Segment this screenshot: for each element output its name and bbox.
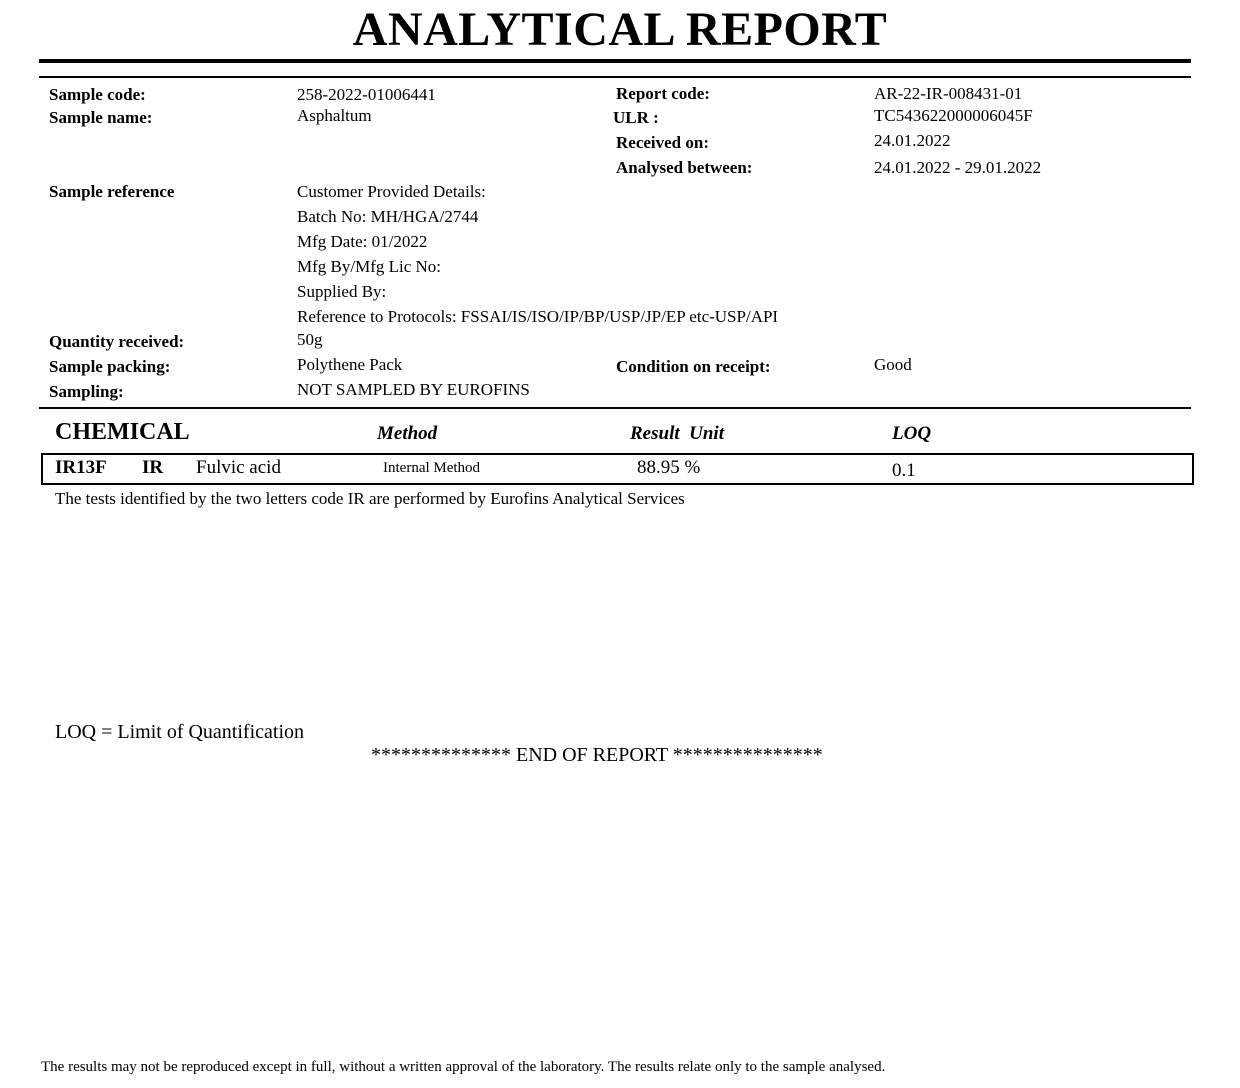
report-code-label: Report code:: [616, 84, 710, 103]
subcontract-note: The tests identified by the two letters code IR are performed by Eurofins Analytical Services: [55, 489, 685, 508]
lab-code: IR: [142, 457, 164, 478]
sample-code-label: Sample code:: [49, 85, 146, 104]
reference-line: Reference to Protocols: FSSAI/IS/ISO/IP/BP/USP/JP/EP etc-USP/API: [297, 307, 779, 326]
sample-code-value: 258-2022-01006441: [297, 85, 436, 104]
ulr-label: ULR :: [613, 108, 659, 127]
reference-line: Supplied By:: [297, 282, 387, 301]
header-divider: [39, 76, 1191, 78]
column-header-loq: LOQ: [892, 423, 932, 444]
condition-value: Good: [874, 355, 912, 374]
analysed-between-value: 24.01.2022 - 29.01.2022: [874, 158, 1042, 177]
quantity-received-value: 50g: [297, 330, 323, 349]
section-title-chemical: CHEMICAL: [55, 419, 190, 445]
condition-label: Condition on receipt:: [616, 357, 771, 376]
report-code-value: AR-22-IR-008431-01: [874, 84, 1023, 103]
report-title: ANALYTICAL REPORT: [352, 3, 888, 56]
parameter-name: Fulvic acid: [196, 457, 281, 478]
sample-packing-label: Sample packing:: [49, 357, 171, 376]
reference-line: Mfg Date: 01/2022: [297, 232, 428, 251]
disclaimer: The results may not be reproduced except in full, without a written approval of the laboratory. The results relate only to the sample analysed.: [41, 1059, 886, 1075]
reference-line: Mfg By/Mfg Lic No:: [297, 257, 442, 276]
test-code: IR13F: [55, 457, 107, 478]
reference-line: Customer Provided Details:: [297, 182, 486, 201]
received-on-label: Received on:: [616, 133, 710, 152]
loq-definition: LOQ = Limit of Quantification: [55, 721, 305, 743]
info-divider: [39, 407, 1191, 409]
column-header-result-unit: Result Unit: [630, 423, 724, 444]
result-value: 88.95 %: [637, 457, 701, 478]
sample-packing-value: Polythene Pack: [297, 355, 403, 374]
method-value: Internal Method: [383, 460, 481, 476]
ulr-value: TC543622000006045F: [874, 106, 1033, 125]
reference-line: Batch No: MH/HGA/2744: [297, 207, 479, 226]
quantity-received-label: Quantity received:: [49, 332, 185, 351]
received-on-value: 24.01.2022: [874, 131, 951, 150]
end-of-report: ************** END OF REPORT ***************: [371, 744, 823, 766]
column-header-method: Method: [377, 423, 438, 444]
sampling-value: NOT SAMPLED BY EUROFINS: [297, 380, 530, 399]
sample-name-value: Asphaltum: [297, 106, 372, 125]
sampling-label: Sampling:: [49, 382, 124, 401]
sample-reference-label: Sample reference: [49, 182, 175, 201]
analysed-between-label: Analysed between:: [616, 158, 753, 177]
loq-value: 0.1: [892, 460, 916, 481]
title-divider: [39, 59, 1191, 63]
sample-name-label: Sample name:: [49, 108, 153, 127]
